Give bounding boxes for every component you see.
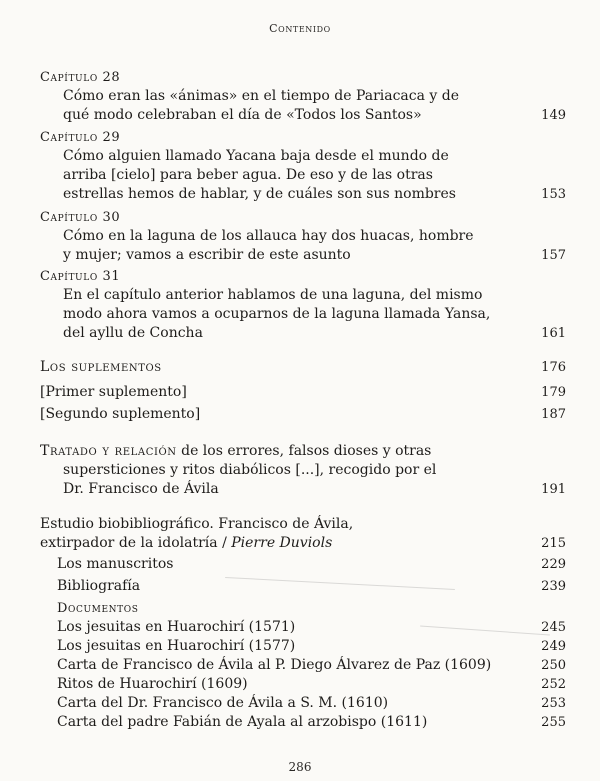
document-title: Ritos de Huarochirí (1609)	[57, 676, 248, 692]
toc-entry-segundo-suplemento	[40, 405, 566, 424]
page-number: 157	[541, 248, 566, 263]
section-title: Los manuscritos	[57, 556, 174, 572]
toc-entry-chapter-29	[40, 128, 566, 204]
page-folio: 286	[288, 760, 312, 774]
tratado-line: de los errores, falsos dioses y otras	[176, 443, 432, 459]
page-number: 149	[541, 108, 566, 123]
page-number: 161	[541, 326, 566, 341]
document-title: Carta del padre Fabián de Ayala al arzobispo (1611)	[57, 714, 428, 730]
toc-entry-bibliografia	[40, 577, 566, 596]
page-number: 176	[541, 360, 566, 375]
section-title: [Segundo suplemento]	[40, 406, 201, 422]
page-number: 179	[541, 385, 566, 400]
chapter-title-line: qué modo celebraban el día de «Todos los Santos»	[63, 107, 422, 123]
tratado-smallcaps: Tratado y relación	[40, 443, 177, 459]
page-number: 239	[541, 579, 566, 594]
estudio-line: extirpador de la idolatría /	[40, 535, 232, 551]
page-number: 255	[541, 715, 566, 730]
page-number: 245	[541, 620, 566, 635]
chapter-heading: Capítulo 28	[40, 70, 121, 85]
toc-entry-suplementos	[40, 358, 566, 377]
toc-entry-chapter-30	[40, 208, 566, 265]
document-title: Los jesuitas en Huarochirí (1571)	[57, 619, 296, 635]
page-number: 187	[541, 407, 566, 422]
chapter-heading: Capítulo 31	[40, 269, 121, 284]
page-number: 153	[541, 187, 566, 202]
chapter-title-line: arriba [cielo] para beber agua. De eso y de las otras	[63, 167, 433, 183]
chapter-title-line: del ayllu de Concha	[63, 325, 203, 341]
chapter-title-line: Cómo alguien llamado Yacana baja desde el mundo de	[63, 148, 449, 164]
page-number: 191	[541, 482, 566, 497]
page-number: 249	[541, 639, 566, 654]
section-title: Los suplementos	[40, 359, 162, 375]
chapter-title-line: Cómo en la laguna de los allauca hay dos huacas, hombre	[63, 228, 474, 244]
section-title: [Primer suplemento]	[40, 384, 187, 400]
chapter-title-line: En el capítulo anterior hablamos de una laguna, del mismo	[63, 287, 483, 303]
document-title: Los jesuitas en Huarochirí (1577)	[57, 638, 296, 654]
estudio-line: Estudio biobibliográfico. Francisco de Ávila,	[40, 516, 354, 532]
toc-entry-manuscritos	[40, 555, 566, 574]
toc-entry-chapter-28	[40, 68, 566, 125]
chapter-heading: Capítulo 29	[40, 130, 121, 145]
toc-documentos	[40, 599, 566, 732]
page-number: 252	[541, 677, 566, 692]
chapter-heading: Capítulo 30	[40, 210, 121, 225]
author-name: Pierre Duviols	[231, 535, 333, 551]
chapter-title-line: modo ahora vamos a ocuparnos de la laguna llamada Yansa,	[63, 306, 491, 322]
toc-entry-tratado	[40, 442, 566, 499]
page-number: 250	[541, 658, 566, 673]
toc-entry-chapter-31	[40, 267, 566, 343]
document-title: Carta de Francisco de Ávila al P. Diego Álvarez de Paz (1609)	[57, 657, 492, 673]
document-title: Carta del Dr. Francisco de Ávila a S. M. (1610)	[57, 695, 389, 711]
chapter-title-line: estrellas hemos de hablar, y de cuáles son sus nombres	[63, 186, 456, 202]
tratado-line: Dr. Francisco de Ávila	[63, 481, 219, 497]
toc-entry-estudio	[40, 515, 566, 553]
page-number: 215	[541, 536, 566, 551]
toc-entry-primer-suplemento	[40, 383, 566, 402]
chapter-title-line: Cómo eran las «ánimas» en el tiempo de Pariacaca y de	[63, 88, 460, 104]
page-number: 229	[541, 557, 566, 572]
chapter-title-line: y mujer; vamos a escribir de este asunto	[63, 247, 351, 263]
tratado-line: supersticiones y ritos diabólicos [...], recogido por el	[63, 462, 437, 478]
documentos-heading: Documentos	[57, 601, 139, 616]
page-number: 253	[541, 696, 566, 711]
section-title: Bibliografía	[57, 578, 141, 594]
running-head: Contenido	[269, 22, 331, 35]
